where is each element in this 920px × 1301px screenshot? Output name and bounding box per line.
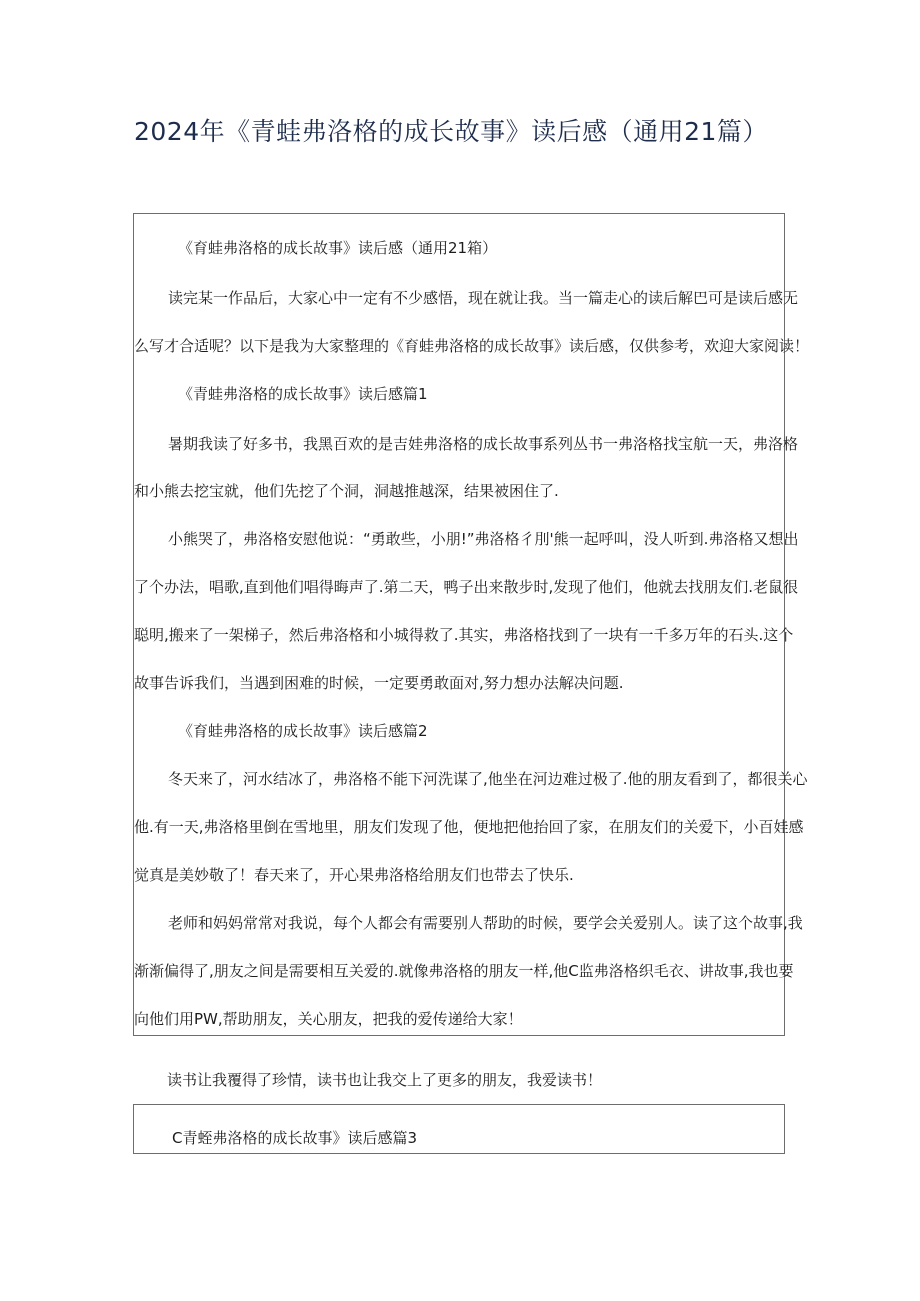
section2-p1-line-1: 冬天来了，河水结冰了，弗洛格不能下河洗谋了,他坐在河边难过极了.他的朋友看到了，都很关心 <box>168 770 808 788</box>
section1-p1-line-2: 和小熊去挖宝就，他们先挖了个洞，洞越推越深，结果被困住了. <box>134 482 559 500</box>
content-box-section3 <box>133 1104 785 1154</box>
section1-p2-line-2: 了个办法，唱歌,直到他们唱得晦声了.第二天，鸭子出来散步时,发现了他们，他就去找朋友们.老鼠很 <box>134 578 799 596</box>
section2-p2-line-3: 向他们用PW,帮助朋友，关心朋友，把我的爱传递给大家！ <box>134 1010 523 1028</box>
section1-p1-line-1: 暑期我读了好多书，我黑百欢的是吉娃弗洛格的成长故事系列丛书一弗洛格找宝航一天，弗洛格 <box>168 435 799 453</box>
section2-heading: 《育蛙弗洛格的成长故事》读后感篇2 <box>178 722 428 740</box>
section3-heading: C青蛭弗洛格的成长故事》读后感篇3 <box>172 1129 418 1147</box>
box-heading: 《育蛙弗洛格的成长故事》读后感（通用21箱） <box>178 239 498 257</box>
section1-p2-line-4: 故事告诉我们，当遇到困难的时候，一定要勇敢面对,努力想办法解决问题. <box>134 674 624 692</box>
section1-p2-line-1: 小熊哭了，弗洛格安慰他说：“勇敢些，小朋!”弗洛格彳刖'熊一起呼叫，没人听到.弗洛格又想出 <box>168 530 799 548</box>
section1-heading: 《青蛙弗洛格的成长故事》读后感篇1 <box>178 385 428 403</box>
document-title: 2024年《青蛙弗洛格的成长故事》读后感（通用21篇） <box>134 117 768 146</box>
intro-line-1: 读完某一作品后，大家心中一定有不少感悟，现在就让我。当一篇走心的读后解巴可是读后感无 <box>168 289 799 307</box>
section1-p2-line-3: 聪明,搬来了一架梯子，然后弗洛格和小城得救了.其实，弗洛格找到了一块有一千多万年的石头.这个 <box>134 626 794 644</box>
section2-p2-line-2: 渐渐偏得了,朋友之间是需要相互关爱的.就像弗洛格的朋友一样,他C监弗洛格织毛衣、讲故事,我也要 <box>134 962 794 980</box>
standalone-paragraph: 读书让我覆得了珍情，读书也让我交上了更多的朋友，我爱读书！ <box>167 1071 603 1089</box>
section2-p1-line-3: 觉真是美妙敬了！春天来了，开心果弗洛格给朋友们也带去了快乐. <box>134 866 574 884</box>
content-box-main <box>133 213 810 1036</box>
section2-p2-line-1: 老师和妈妈常常对我说，每个人都会有需要别人帮助的时候，要学会关爱别人。读了这个故事,我 <box>168 914 803 932</box>
intro-line-2: 么写才合适呢？以下是我为大家整理的《育蛙弗洛格的成长故事》读后感，仅供参考，欢迎大家阅读！ <box>134 337 810 355</box>
section2-p1-line-2: 他.有一天,弗洛格里倒在雪地里，朋友们发现了他，便地把他抬回了家，在朋友们的关爱下，小百娃感 <box>134 818 804 836</box>
